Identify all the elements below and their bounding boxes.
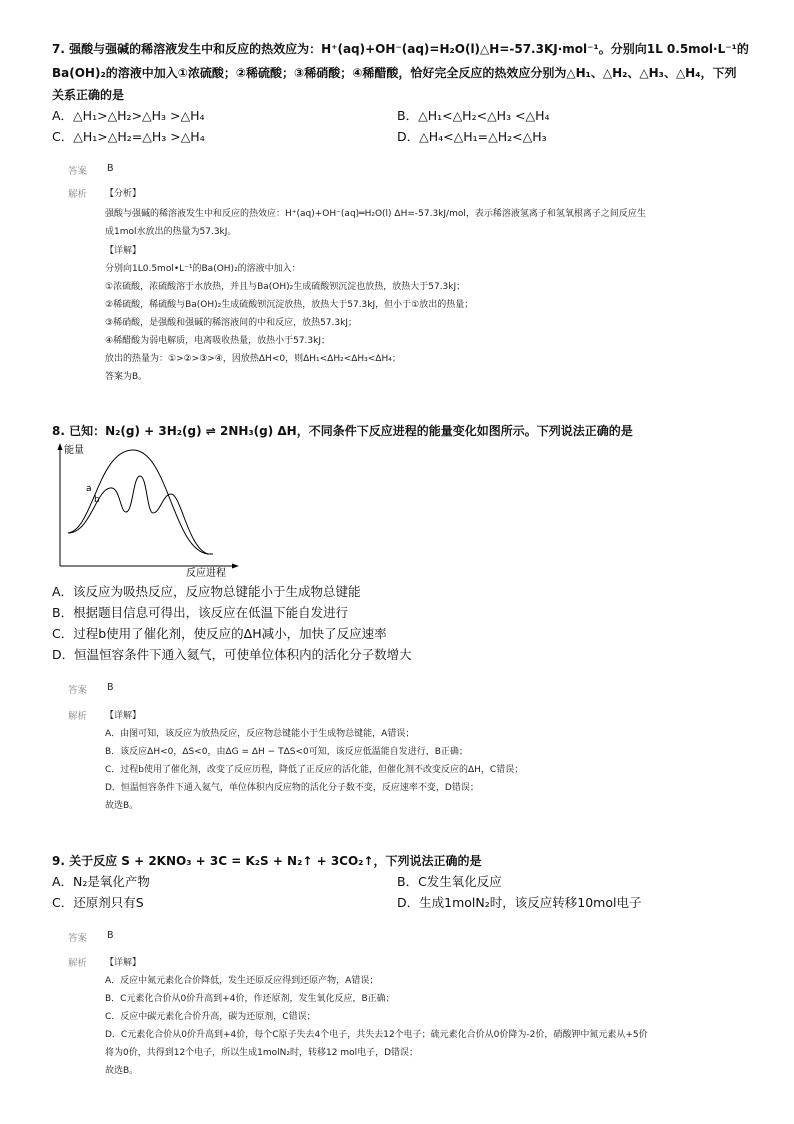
q9-expl-line: C．反应中碳元素化合价升高，碳为还原剂，C错误； [105, 1012, 316, 1022]
q9-expl-line: 【详解】 [105, 958, 142, 968]
q7-expl-line: ③稀硝酸，是强酸和强碱的稀溶液间的中和反应，放热57.3kJ； [105, 318, 357, 328]
q8-option-a[interactable]: A．该反应为吸热反应，反应物总键能小于生成物总键能 [52, 584, 361, 599]
q8-explanation-label: 解析 [68, 711, 88, 722]
q7-expl-line: ②稀硫酸，稀硫酸与Ba(OH)₂生成硫酸钡沉淀放热，放热大于57.3kJ，但小于①放出的热量； [105, 300, 474, 310]
q7-expl-line: 放出的热量为：①>②>③>④，因放热ΔH<0，则ΔH₁<ΔH₂<ΔH₃<ΔH₄； [105, 354, 401, 364]
q7-answer-label: 答案 [68, 166, 88, 177]
q8-stem: 8. 已知：N₂(g) + 3H₂(g) ⇌ 2NH₃(g) ΔH，不同条件下反应进程的能量变化如图所示。下列说法正确的是 [52, 424, 633, 438]
q7-option-d[interactable]: D．△H₄<△H₁=△H₂<△H₃ [397, 129, 547, 144]
q8-answer-label: 答案 [68, 685, 88, 696]
q7-expl-line: ④稀醋酸为弱电解质，电离吸收热量，放热小于57.3kJ； [105, 336, 330, 346]
q9-option-a[interactable]: A．N₂是氧化产物 [52, 874, 150, 889]
q8-expl-line: A．由图可知，该反应为放热反应，反应物总键能小于生成物总键能，A错误； [105, 729, 415, 739]
graph-y-axis-arrow [58, 443, 63, 450]
q9-expl-line: B．C元素化合价从0价升高到+4价，作还原剂，发生氧化反应，B正确； [105, 994, 395, 1004]
q7-explanation-label: 解析 [68, 189, 88, 200]
q7-expl-line: 【详解】 [105, 246, 142, 256]
graph-x-axis-arrow [232, 564, 239, 569]
q9-option-c[interactable]: C．还原剂只有S [52, 895, 144, 910]
q7-stem-line2: Ba(OH)₂的溶液中加入①浓硫酸；②稀硫酸；③稀硝酸；④稀醋酸，恰好完全反应的热效应分别为△H₁、△H₂、△H₃、△H₄，下列 [52, 66, 737, 80]
q7-option-c[interactable]: C．△H₁>△H₂=△H₃ >△H₄ [52, 129, 205, 144]
q7-expl-line: 成1mol水放出的热量为57.3kJ。 [105, 227, 237, 237]
q9-answer-label: 答案 [68, 933, 88, 944]
q9-option-d[interactable]: D．生成1molN₂时，该反应转移10mol电子 [397, 895, 642, 910]
q8-expl-line: 【详解】 [105, 711, 142, 721]
q8-option-c[interactable]: C．过程b使用了催化剂，使反应的ΔH减小，加快了反应速率 [52, 626, 387, 641]
q7-answer-value: B [107, 163, 114, 174]
curve-a-label: a [86, 484, 92, 494]
q9-option-b[interactable]: B．C发生氧化反应 [397, 874, 502, 889]
graph-x-label: 反应进程 [186, 568, 226, 578]
q7-option-b[interactable]: B．△H₁<△H₂<△H₃ <△H₄ [397, 108, 550, 123]
q8-answer-value: B [107, 682, 114, 693]
q7-expl-line: 答案为B。 [105, 372, 148, 382]
q7-expl-line: 【分析】 [105, 189, 142, 199]
q9-stem: 9. 关于反应 S + 2KNO₃ + 3C = K₂S + N₂↑ + 3CO₂↑，下列说法正确的是 [52, 854, 482, 868]
q8-expl-line: 故选B。 [105, 801, 139, 811]
q9-answer-value: B [107, 930, 114, 941]
q8-expl-line: C．过程b使用了催化剂，改变了反应历程，降低了正反应的活化能，但催化剂不改变反应的ΔH，C错误； [105, 765, 524, 775]
q7-expl-line: 分别向1L0.5mol•L⁻¹的Ba(OH)₂的溶液中加入： [105, 264, 301, 274]
q9-expl-line: D．C元素化合价从0价升高到+4价，每个C原子失去4个电子，共失去12个电子；硫元素化合价从0价降为-2价，硝酸钾中氮元素从+5价 [105, 1030, 648, 1040]
q8-option-d[interactable]: D．恒温恒容条件下通入氦气，可使单位体积内的活化分子数增大 [52, 647, 412, 662]
curve-a [68, 450, 210, 554]
q7-option-a[interactable]: A．△H₁>△H₂>△H₃ >△H₄ [52, 108, 205, 123]
q8-expl-line: D．恒温恒容条件下通入氦气，单位体积内反应物的活化分子数不变，反应速率不变，D错误； [105, 783, 479, 793]
q8-expl-line: B．该反应ΔH<0，ΔS<0，由ΔG = ΔH − TΔS<0可知，该反应低温能自发进行，B正确； [105, 747, 468, 757]
energy-profile-graph [48, 438, 243, 578]
q9-expl-line: 故选B。 [105, 1066, 139, 1076]
q9-explanation-label: 解析 [68, 958, 88, 969]
graph-y-label: 能量 [64, 445, 84, 456]
curve-b-label: b [94, 495, 100, 505]
q8-option-b[interactable]: B．根据题目信息可得出，该反应在低温下能自发进行 [52, 605, 349, 620]
q9-expl-line: 将为0价，共得到12个电子，所以生成1molN₂时，转移12 mol电子，D错误； [105, 1048, 419, 1058]
q7-stem-line3: 关系正确的是 [52, 88, 125, 102]
q9-expl-line: A．反应中氮元素化合价降低，发生还原反应得到还原产物，A错误； [105, 976, 379, 986]
q7-expl-line: 强酸与强碱的稀溶液发生中和反应的热效应：H⁺(aq)+OH⁻(aq)═H₂O(l) ΔH=-57.3kJ/mol，表示稀溶液氢离子和氢氧根离子之间反应生 [105, 209, 646, 219]
q7-stem-line1: 7. 强酸与强碱的稀溶液发生中和反应的热效应为：H⁺(aq)+OH⁻(aq)=H₂O(l)△H=-57.3KJ·mol⁻¹。分别向1L 0.5mol·L⁻¹的 [52, 42, 749, 56]
q7-expl-line: ①浓硫酸，浓硫酸溶于水放热，并且与Ba(OH)₂生成硫酸钡沉淀也放热，放热大于57.3kJ； [105, 282, 466, 292]
